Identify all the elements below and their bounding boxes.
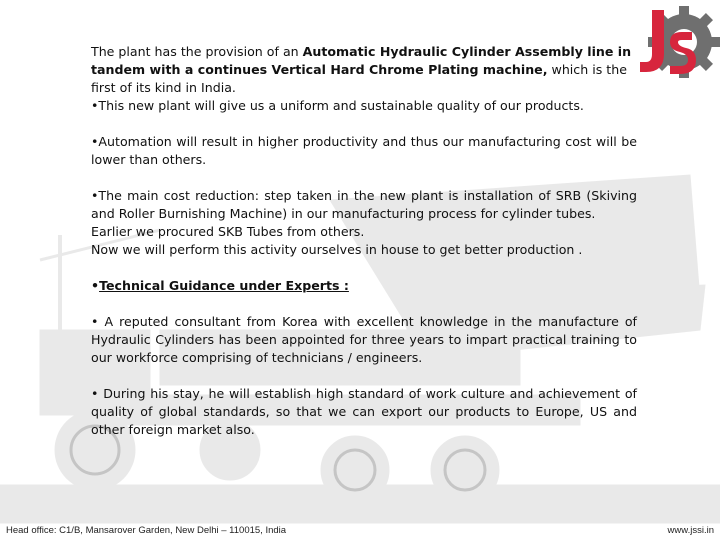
bullet-uniform-quality: •This new plant will give us a uniform and sustainable quality of our products. (91, 98, 584, 113)
intro-paragraph (91, 43, 637, 97)
footer (0, 523, 720, 539)
bullet-global-standards: • During his stay, he will establish high standard of work culture and achievement of quality of global standards, so that we can export our products to Europe, US and other foreign market also. (91, 386, 637, 437)
intro-text: The plant has the provision of an (91, 44, 303, 59)
cost-reduction-line-3: Now we will perform this activity ourselves in house to get better production . (91, 242, 583, 257)
slide-content (91, 43, 637, 457)
footer-address: Head office: C1/B, Mansarover Garden, New Delhi – 110015, India (6, 525, 287, 536)
section-heading (91, 277, 637, 295)
bullet-cost-reduction (91, 187, 637, 259)
cost-reduction-line-1: •The main cost reduction: step taken in the new plant is installation of SRB (Skiving and Roller Burnishing Machine) in our manufacturing process for cylinder tubes. (91, 188, 637, 221)
gear-logo-icon (634, 2, 720, 82)
bullet-automation: •Automation will result in higher productivity and thus our manufacturing cost will be lower than others. (91, 134, 637, 167)
footer-website-link[interactable]: www.jssi.in (667, 525, 714, 536)
bullet-consultant: • A reputed consultant from Korea with excellent knowledge in the manufacture of Hydraulic Cylinders has been appointed for three years to impart practical training to our workforce comprising of technicians / engineers. (91, 314, 637, 365)
heading-text: Technical Guidance under Experts : (99, 278, 349, 293)
heading-bullet: • (91, 278, 100, 293)
cost-reduction-line-2: Earlier we procured SKB Tubes from others. (91, 224, 365, 239)
company-logo (634, 2, 720, 82)
intro-bold-text: Automatic Hydraulic Cylinder Assembly line in tandem with a continues Vertical Hard Chrome Plating machine, (91, 44, 632, 77)
intro-rest-text: which is the first of its kind in India. (91, 62, 627, 95)
